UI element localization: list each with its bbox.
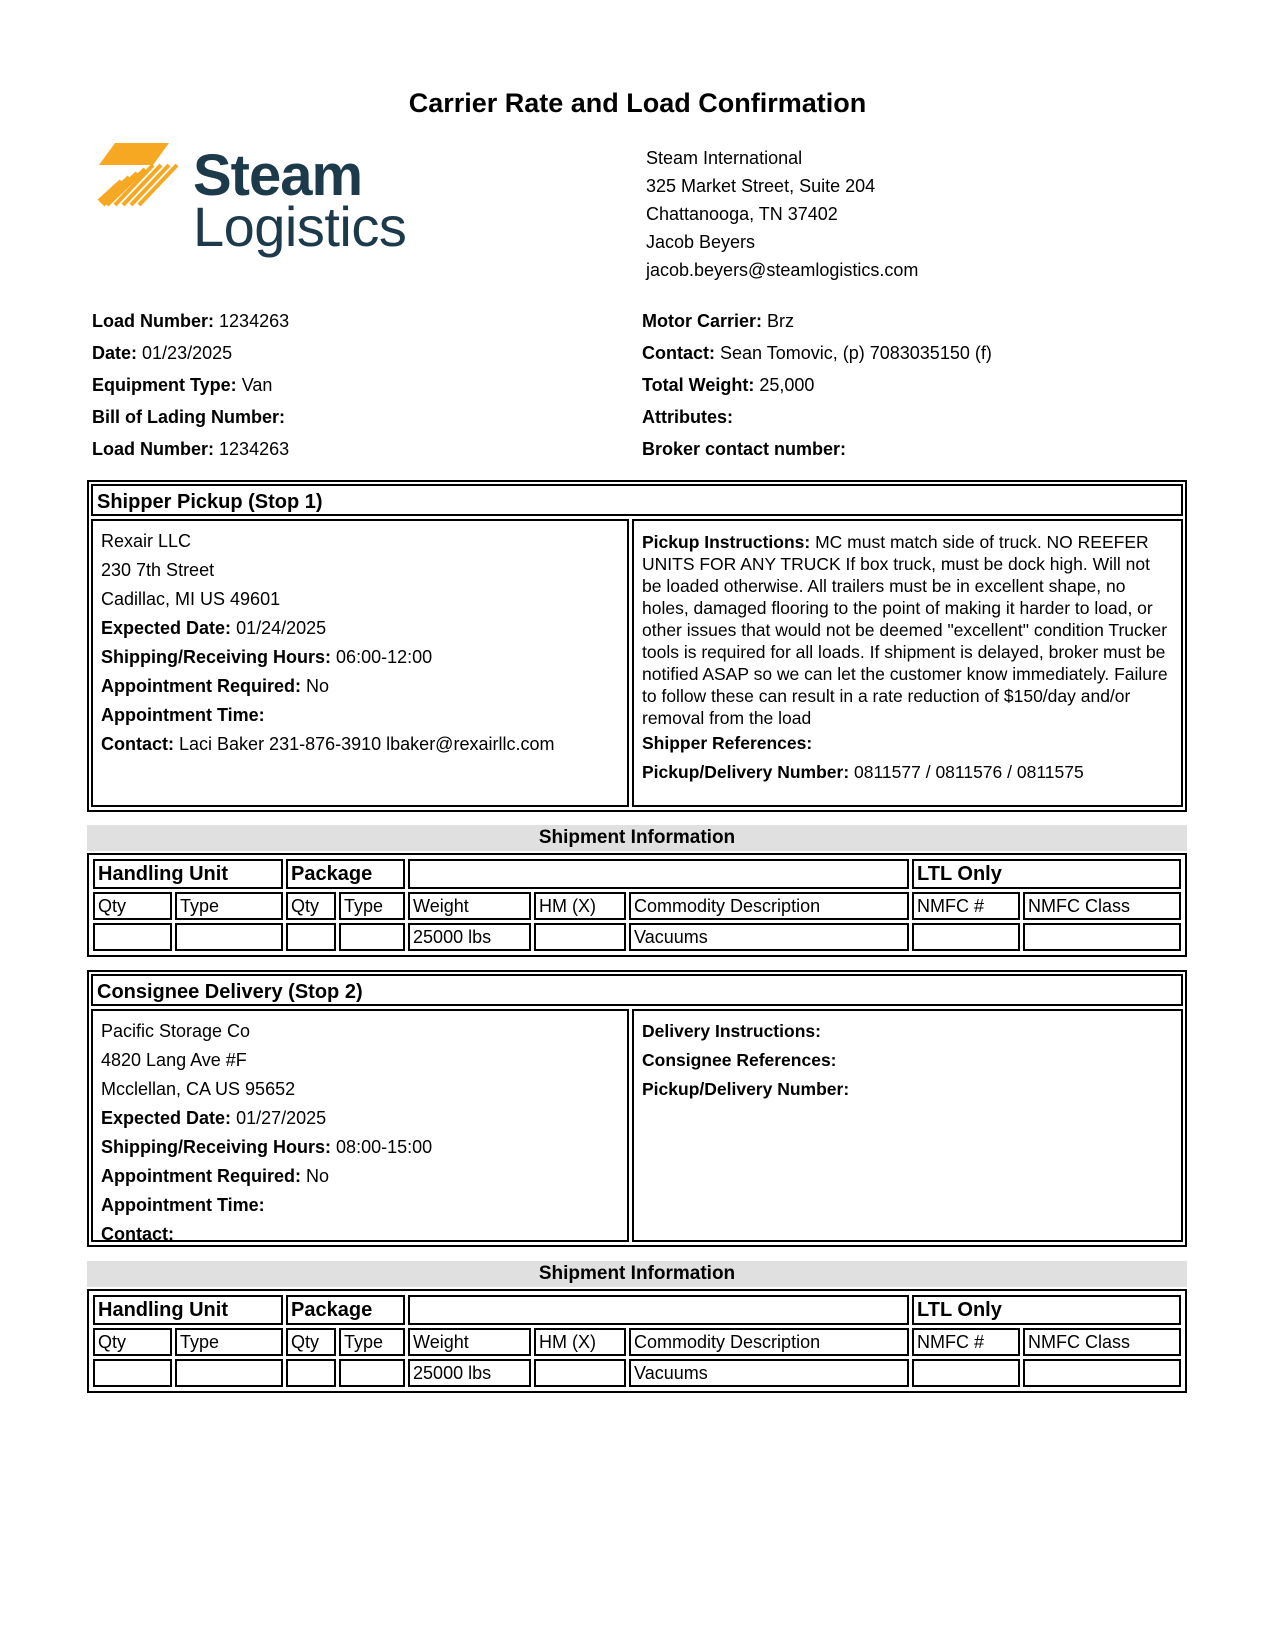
shipment-info-header-2: Shipment Information (87, 1261, 1187, 1287)
cell-nmfc-number (912, 923, 1020, 951)
shipper-appointment-required: Appointment Required: No (101, 676, 330, 696)
shipper-pickup-header: Shipper Pickup (Stop 1) (91, 484, 1183, 516)
cell-nmfc-class (1023, 923, 1181, 951)
cell-hu-type (175, 923, 283, 951)
cell-hm (534, 923, 626, 951)
shipper-contact: Contact: Laci Baker 231-876-3910 lbaker@rexairllc.com (101, 734, 555, 754)
cell-hu-type (175, 1359, 283, 1387)
shipper-details (91, 519, 629, 807)
col-nmfc-number: NMFC # (912, 892, 1020, 920)
cell-commodity: Vacuums (629, 1359, 909, 1387)
handling-unit-group: Handling Unit (93, 859, 283, 889)
cell-pkg-qty (286, 923, 336, 951)
cell-weight: 25000 lbs (408, 923, 531, 951)
table-row (93, 1359, 1181, 1387)
col-nmfc-number: NMFC # (912, 1328, 1020, 1356)
delivery-instructions-panel (632, 1009, 1183, 1242)
motor-carrier: Motor Carrier: Brz (642, 311, 795, 331)
blank-group (408, 1295, 909, 1325)
col-hu-qty: Qty (93, 892, 172, 920)
consignee-address-line2: Mcclellan, CA US 95652 (101, 1079, 296, 1099)
table-row (93, 923, 1181, 951)
col-nmfc-class: NMFC Class (1023, 892, 1181, 920)
ltl-only-group: LTL Only (912, 859, 1181, 889)
consignee-name: Pacific Storage Co (101, 1021, 251, 1041)
col-pkg-type: Type (339, 1328, 405, 1356)
consignee-hours: Shipping/Receiving Hours: 08:00-15:00 (101, 1137, 433, 1157)
logo-steam-text: Steam (193, 143, 363, 208)
company-contact: Jacob Beyers (646, 232, 756, 252)
pickup-delivery-number: Pickup/Delivery Number: 0811577 / 0811576 / 0811575 (642, 762, 1084, 782)
consignee-address-line1: 4820 Lang Ave #F (101, 1050, 247, 1070)
col-commodity: Commodity Description (629, 892, 909, 920)
company-email[interactable]: jacob.beyers@steamlogistics.com (646, 260, 919, 280)
col-nmfc-class: NMFC Class (1023, 1328, 1181, 1356)
company-address-line2: Chattanooga, TN 37402 (646, 204, 838, 224)
consignee-delivery-section (87, 970, 1187, 1247)
shipper-appointment-time: Appointment Time: (101, 705, 265, 725)
col-hu-type: Type (175, 1328, 283, 1356)
load-date: Date: 01/23/2025 (92, 343, 233, 363)
col-pkg-qty: Qty (286, 892, 336, 920)
col-commodity: Commodity Description (629, 1328, 909, 1356)
shipper-expected-date: Expected Date: 01/24/2025 (101, 618, 327, 638)
col-weight: Weight (408, 1328, 531, 1356)
logo-logistics-text: Logistics (193, 195, 407, 258)
load-number: Load Number: 1234263 (92, 311, 290, 331)
consignee-details (91, 1009, 629, 1242)
cell-commodity: Vacuums (629, 923, 909, 951)
shipment-table-2 (87, 1289, 1187, 1393)
shipment-info-header-1: Shipment Information (87, 825, 1187, 851)
consignee-references: Consignee References: (642, 1050, 837, 1070)
equipment-type: Equipment Type: Van (92, 375, 273, 395)
cell-pkg-qty (286, 1359, 336, 1387)
shipper-hours: Shipping/Receiving Hours: 06:00-12:00 (101, 647, 433, 667)
cell-hu-qty (93, 1359, 172, 1387)
page-title: Carrier Rate and Load Confirmation (408, 88, 867, 118)
company-address-block (646, 144, 918, 284)
shipper-pickup-section (87, 480, 1187, 812)
col-hm: HM (X) (534, 1328, 626, 1356)
load-number-repeat: Load Number: 1234263 (92, 439, 290, 459)
company-name: Steam International (646, 148, 803, 168)
shipper-name: Rexair LLC (101, 531, 192, 551)
delivery-pickup-delivery-number: Pickup/Delivery Number: (642, 1079, 850, 1099)
cell-nmfc-class (1023, 1359, 1181, 1387)
col-hm: HM (X) (534, 892, 626, 920)
blank-group (408, 859, 909, 889)
cell-hu-qty (93, 923, 172, 951)
load-info-left (92, 305, 289, 465)
package-group: Package (286, 859, 405, 889)
col-hu-type: Type (175, 892, 283, 920)
consignee-appointment-time: Appointment Time: (101, 1195, 265, 1215)
shipper-address-line1: 230 7th Street (101, 560, 215, 580)
pickup-instructions-panel (632, 519, 1183, 807)
shipment-table-1 (87, 853, 1187, 957)
broker-contact-number: Broker contact number: (642, 439, 847, 459)
consignee-delivery-header: Consignee Delivery (Stop 2) (91, 974, 1183, 1006)
package-group: Package (286, 1295, 405, 1325)
cell-weight: 25000 lbs (408, 1359, 531, 1387)
consignee-contact: Contact: (101, 1224, 174, 1244)
consignee-appointment-required: Appointment Required: No (101, 1166, 330, 1186)
ltl-only-group: LTL Only (912, 1295, 1181, 1325)
delivery-instructions: Delivery Instructions: (642, 1021, 821, 1041)
col-weight: Weight (408, 892, 531, 920)
logo-stripes-icon (93, 143, 183, 213)
col-pkg-type: Type (339, 892, 405, 920)
consignee-expected-date: Expected Date: 01/27/2025 (101, 1108, 327, 1128)
carrier-contact: Contact: Sean Tomovic, (p) 7083035150 (f) (642, 343, 992, 363)
attributes: Attributes: (642, 407, 733, 427)
col-hu-qty: Qty (93, 1328, 172, 1356)
cell-pkg-type (339, 1359, 405, 1387)
cell-pkg-type (339, 923, 405, 951)
total-weight: Total Weight: 25,000 (642, 375, 815, 395)
col-pkg-qty: Qty (286, 1328, 336, 1356)
company-address-line1: 325 Market Street, Suite 204 (646, 176, 876, 196)
shipper-references: Shipper References: (642, 733, 813, 753)
pickup-instructions: Pickup Instructions: MC must match side of truck. NO REEFER UNITS FOR ANY TRUCK If box truck, must be dock high. Will not be loaded otherwise. All trailers must be in excellent shape, no holes, damaged flooring to the point of making it harder to load, or other issues that would not be deemed "excellent" condition Trucker tools is required for all loads. If shipment is delayed, broker must be notified ASAP so we can let the customer know immediately. Failure to follow these can result in a rate reduction of $150/day and/or removal from the load (642, 532, 1168, 728)
shipper-address-line2: Cadillac, MI US 49601 (101, 589, 281, 609)
company-logo (93, 143, 413, 263)
bill-of-lading-number: Bill of Lading Number: (92, 407, 285, 427)
load-info-right (642, 305, 992, 465)
cell-nmfc-number (912, 1359, 1020, 1387)
handling-unit-group: Handling Unit (93, 1295, 283, 1325)
cell-hm (534, 1359, 626, 1387)
